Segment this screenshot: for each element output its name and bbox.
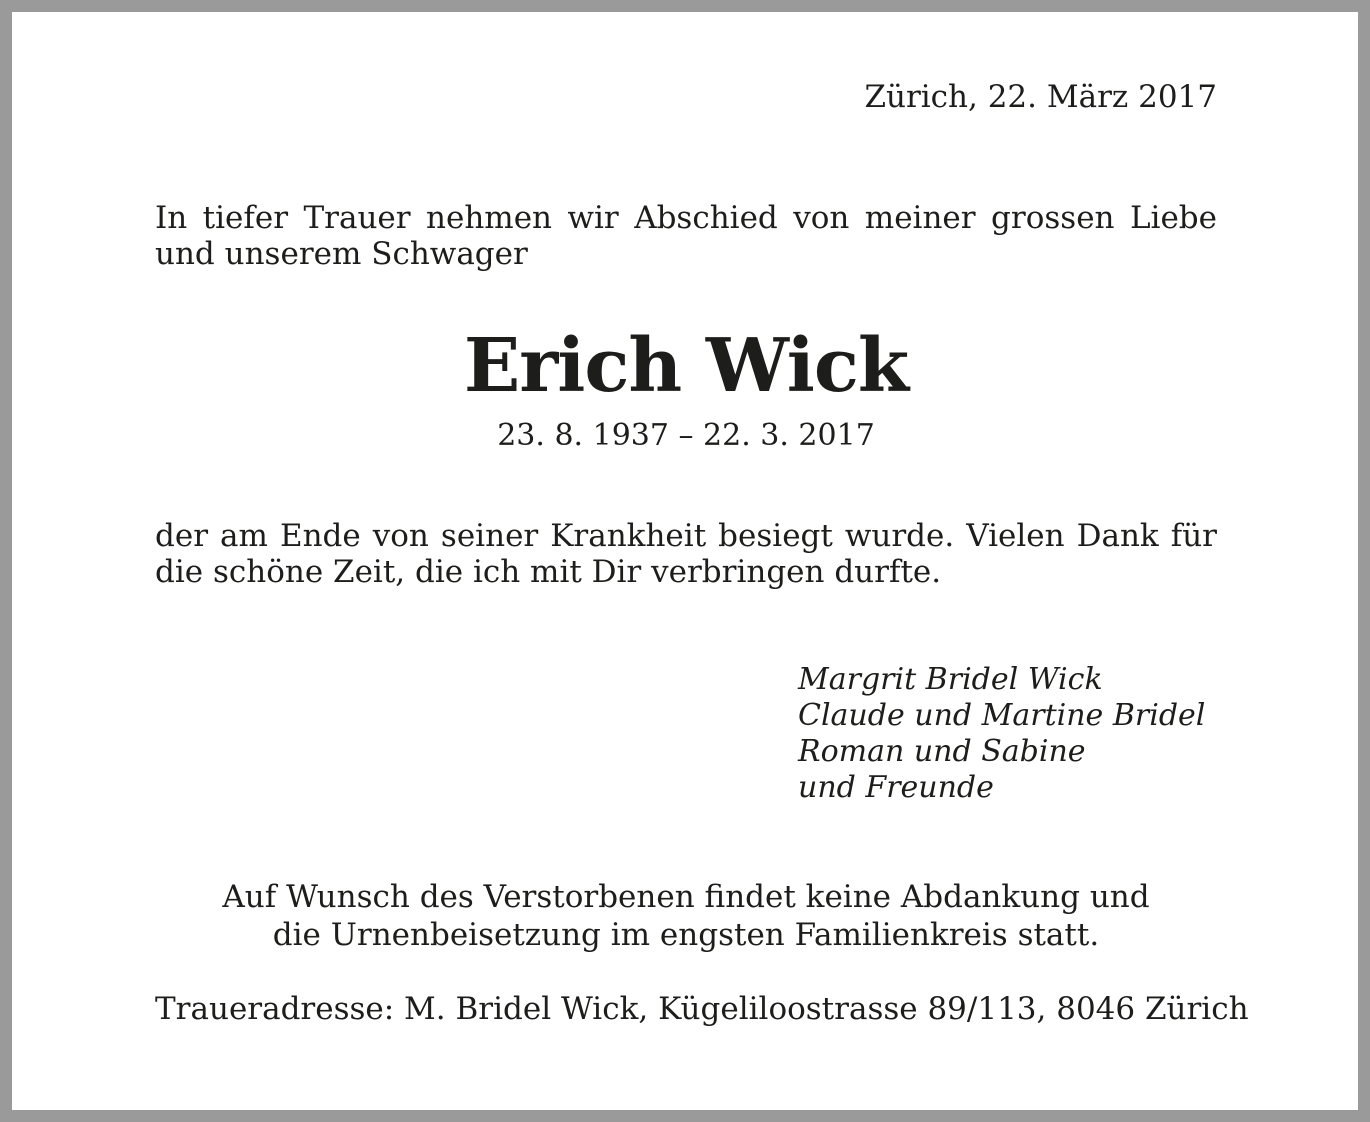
signatories-block bbox=[798, 662, 1228, 806]
notice-line: die Urnenbeisetzung im engsten Familienkreis statt. bbox=[272, 917, 1100, 953]
intro-text bbox=[155, 200, 1217, 272]
funeral-notice bbox=[155, 878, 1217, 954]
mourning-address: Traueradresse: M. Bridel Wick, Kügeliloostrasse 89/113, 8046 Zürich bbox=[155, 991, 1249, 1027]
message-text bbox=[155, 518, 1217, 590]
intro-line: und unserem Schwager bbox=[155, 236, 528, 272]
message-line: die schöne Zeit, die ich mit Dir verbringen durfte. bbox=[155, 554, 942, 590]
lifespan-dates: 23. 8. 1937 – 22. 3. 2017 bbox=[497, 418, 875, 453]
message-line: der am Ende von seiner Krankheit besiegt wurde. Vielen Dank für bbox=[155, 518, 1217, 554]
intro-line: In tiefer Trauer nehmen wir Abschied von meiner grossen Liebe bbox=[155, 200, 1217, 236]
deceased-name: Erich Wick bbox=[463, 323, 909, 409]
place-date: Zürich, 22. März 2017 bbox=[864, 79, 1217, 115]
signatory: Roman und Sabine bbox=[798, 734, 1086, 769]
signatory: Claude und Martine Bridel bbox=[798, 698, 1206, 733]
signatory: und Freunde bbox=[798, 770, 994, 805]
signatory: Margrit Bridel Wick bbox=[798, 662, 1103, 697]
notice-line: Auf Wunsch des Verstorbenen findet keine Abdankung und bbox=[222, 879, 1150, 915]
